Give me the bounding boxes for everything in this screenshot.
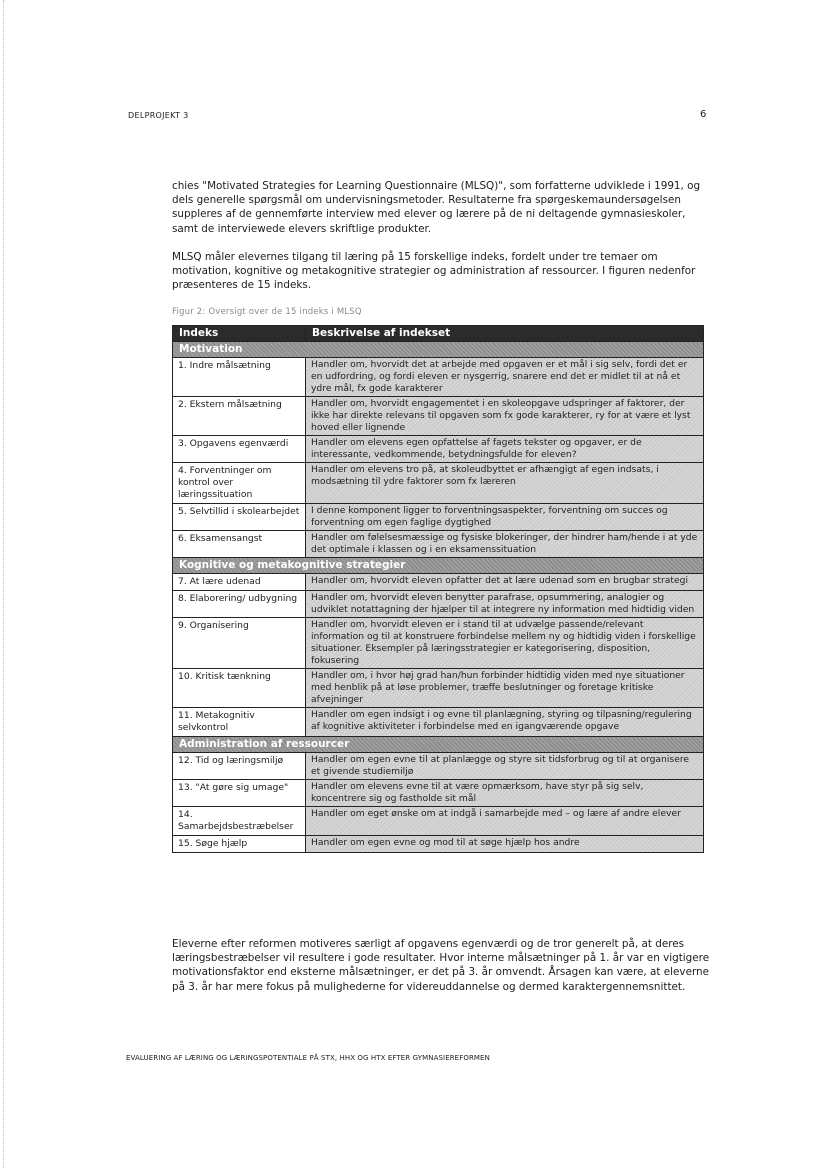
index-name: 9. Organisering xyxy=(173,618,306,669)
table-row xyxy=(173,574,704,591)
column-header-index: Indeks xyxy=(173,326,306,342)
table-row xyxy=(173,708,704,737)
body-paragraph-3: Eleverne efter reformen motiveres særligt af opgavens egenværdi og de tror generelt på, at deres læringsbestræbelser vil resultere i gode resultater. Hvor interne målsætninger på 1. år var en vigtigere motivationsfaktor end eksterne målsætninger, er det på 3. år omvendt. Årsagen kan være, at eleverne på 3. år har mere fokus på mulighederne for videreuddannelse og dermed karaktergennemsnittet. xyxy=(172,938,710,993)
index-name: 12. Tid og læringsmiljø xyxy=(173,753,306,780)
index-description: Handler om, hvorvidt eleven er i stand til at udvælge passende/relevant information og til at konstruere forbindelse mellem ny og hidtidig viden i forskellige situationer. Eksempler på læringsstrategier er kategorisering, disposition, fokusering xyxy=(306,618,704,669)
table-row xyxy=(173,531,704,558)
section-row-resources xyxy=(173,737,704,753)
scan-edge xyxy=(3,0,4,1168)
mlsq-index-table xyxy=(172,325,704,853)
table-row xyxy=(173,807,704,836)
index-name: 10. Kritisk tænkning xyxy=(173,669,306,708)
index-name: 11. Metakognitiv selvkontrol xyxy=(173,708,306,737)
section-title: Administration af ressourcer xyxy=(173,737,704,753)
index-description: Handler om egen evne til at planlægge og styre sit tidsforbrug og til at organisere et givende studiemiljø xyxy=(306,753,704,780)
table-row xyxy=(173,397,704,436)
section-title: Motivation xyxy=(173,342,704,358)
index-name: 14. Samarbejdsbestræbelser xyxy=(173,807,306,836)
index-name: 7. At lære udenad xyxy=(173,574,306,591)
index-description: Handler om, hvorvidt eleven opfatter det at lære udenad som en brugbar strategi xyxy=(306,574,704,591)
section-row-motivation xyxy=(173,342,704,358)
running-header: DELPROJEKT 3 xyxy=(128,111,189,120)
running-footer: EVALUERING AF LÆRING OG LÆRINGSPOTENTIALE PÅ STX, HHX OG HTX EFTER GYMNASIEREFORMEN xyxy=(126,1054,490,1062)
index-name: 1. Indre målsætning xyxy=(173,358,306,397)
index-description: Handler om elevens evne til at være opmærksom, have styr på sig selv, koncentrere sig og fastholde sit mål xyxy=(306,780,704,807)
index-name: 4. Forventninger om kontrol over læringssituation xyxy=(173,463,306,504)
index-description: Handler om eget ønske om at indgå i samarbejde med – og lære af andre elever xyxy=(306,807,704,836)
table-header-row xyxy=(173,326,704,342)
table-row xyxy=(173,358,704,397)
table-row xyxy=(173,504,704,531)
body-paragraph-2: MLSQ måler elevernes tilgang til læring på 15 forskellige indeks, fordelt under tre temaer om motivation, kognitive og metakognitive strategier og administration af ressourcer. I figuren nedenfor præsenteres de 15 indeks. xyxy=(172,251,696,292)
index-description: Handler om, i hvor høj grad han/hun forbinder hidtidig viden med nye situationer med henblik på at løse problemer, træffe beslutninger og foretage kritiske afvejninger xyxy=(306,669,704,708)
index-name: 8. Elaborering/ udbygning xyxy=(173,591,306,618)
body-paragraph-1: chies "Motivated Strategies for Learning Questionnaire (MLSQ)", som forfatterne udviklede i 1991, og dels generelle spørgsmål om undervisningsmetoder. Resultaterne fra spørgeskemaundersøgelsen suppleres af de gennemførte interview med elever og lærere på de ni deltagende gymnasieskoler, samt de interviewede elevers skriftlige produkter. xyxy=(172,180,701,235)
section-row-cognitive xyxy=(173,558,704,574)
table-row xyxy=(173,669,704,708)
table-row xyxy=(173,618,704,669)
table-row xyxy=(173,591,704,618)
index-name: 13. "At gøre sig umage" xyxy=(173,780,306,807)
index-name: 3. Opgavens egenværdi xyxy=(173,436,306,463)
index-name: 15. Søge hjælp xyxy=(173,836,306,853)
table-row xyxy=(173,463,704,504)
index-name: 2. Ekstern målsætning xyxy=(173,397,306,436)
index-description: Handler om elevens tro på, at skoleudbyttet er afhængigt af egen indsats, i modsætning til ydre faktorer som fx læreren xyxy=(306,463,704,504)
page-number: 6 xyxy=(700,109,707,120)
index-description: Handler om egen indsigt i og evne til planlægning, styring og tilpasning/regulering af kognitive aktiviteter i forbindelse med en igangværende opgave xyxy=(306,708,704,737)
section-title: Kognitive og metakognitive strategier xyxy=(173,558,704,574)
index-description: Handler om, hvorvidt det at arbejde med opgaven er et mål i sig selv, fordi det er en udfordring, og fordi eleven er nysgerrig, snarere end det er midlet til at nå et ydre mål, fx gode karakterer xyxy=(306,358,704,397)
index-description: Handler om, hvorvidt engagementet i en skoleopgave udspringer af faktorer, der ikke har direkte relevans til opgaven som fx gode karakterer, ry for at være et lyst hoved eller lignende xyxy=(306,397,704,436)
index-description: Handler om egen evne og mod til at søge hjælp hos andre xyxy=(306,836,704,853)
table-row xyxy=(173,436,704,463)
column-header-description: Beskrivelse af indekset xyxy=(306,326,704,342)
index-description: Handler om følelsesmæssige og fysiske blokeringer, der hindrer ham/hende i at yde det optimale i klassen og i en eksamenssituation xyxy=(306,531,704,558)
index-description: Handler om, hvorvidt eleven benytter parafrase, opsummering, analogier og udviklet notattagning der hjælper til at integrere ny information med hidtidig viden xyxy=(306,591,704,618)
table-row xyxy=(173,780,704,807)
figure-caption: Figur 2: Oversigt over de 15 indeks i MLSQ xyxy=(172,307,362,317)
index-description: I denne komponent ligger to forventningsaspekter, forventning om succes og forventning om egen faglige dygtighed xyxy=(306,504,704,531)
index-name: 5. Selvtillid i skolearbejdet xyxy=(173,504,306,531)
index-description: Handler om elevens egen opfattelse af fagets tekster og opgaver, er de interessante, vedkommende, betydningsfulde for eleven? xyxy=(306,436,704,463)
index-name: 6. Eksamensangst xyxy=(173,531,306,558)
table-row xyxy=(173,836,704,853)
table-row xyxy=(173,753,704,780)
